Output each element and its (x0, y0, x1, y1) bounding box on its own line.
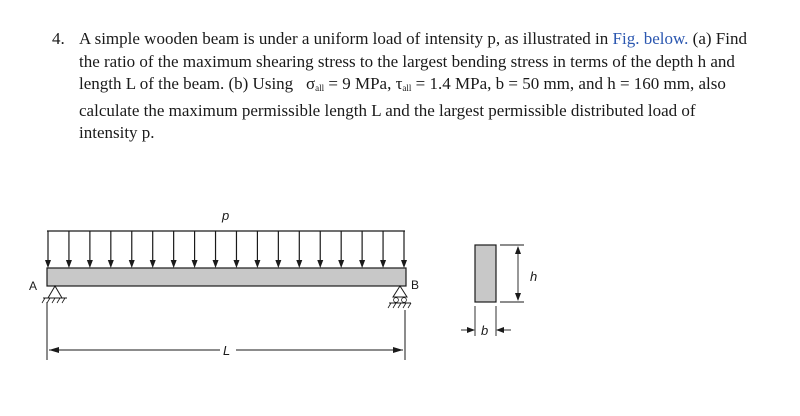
problem-number: 4. (52, 29, 65, 48)
load-arrow-head (254, 260, 260, 268)
sigma-subscript: all (315, 83, 325, 93)
tau-value: = 1.4 MPa, b = 50 mm, and h = 160 mm, also calculate the maximum permissible length L and the largest permissible distributed load of intensity p. (79, 74, 726, 142)
length-label: L (223, 343, 231, 358)
tau-subscript: all (402, 83, 412, 93)
sigma-value: = 9 MPa, (328, 74, 392, 93)
tau-symbol: τ (395, 74, 403, 93)
load-arrow-head (401, 260, 407, 268)
load-arrow-head (45, 260, 51, 268)
section-width-label: b (481, 323, 489, 338)
load-arrow-head (87, 260, 93, 268)
height-dimension (500, 245, 524, 302)
support-a-label: A (29, 279, 38, 293)
load-arrows (45, 231, 407, 268)
pin-support-left (42, 286, 67, 303)
load-arrow-head (338, 260, 344, 268)
load-arrow-head (66, 260, 72, 268)
load-arrow-head (317, 260, 323, 268)
load-arrow-head (192, 260, 198, 268)
load-arrow-head (233, 260, 239, 268)
load-arrow-head (296, 260, 302, 268)
load-arrow-head (108, 260, 114, 268)
figure-link[interactable]: Fig. below. (612, 29, 689, 48)
intro-text: A simple wooden beam is under a uniform load of intensity p, as illustrated in (79, 29, 609, 48)
load-arrow-head (213, 260, 219, 268)
load-label: p (222, 208, 230, 223)
load-arrow-head (171, 260, 177, 268)
cross-section (475, 245, 496, 302)
load-arrow-head (150, 260, 156, 268)
load-arrow-head (359, 260, 365, 268)
part-a-text: (a) Find the ratio of the maximum shearing stress to the largest bending stress in terms of the depth h and length L of the beam. (b) Using (79, 29, 747, 93)
section-height-label: h (530, 269, 538, 284)
roller-support-right (388, 286, 411, 308)
load-arrow-head (275, 260, 281, 268)
load-arrow-head (129, 260, 135, 268)
load-arrow-head (380, 260, 386, 268)
sigma-symbol: σ (305, 74, 316, 93)
beam (47, 268, 406, 286)
support-b-label: B (411, 278, 420, 292)
